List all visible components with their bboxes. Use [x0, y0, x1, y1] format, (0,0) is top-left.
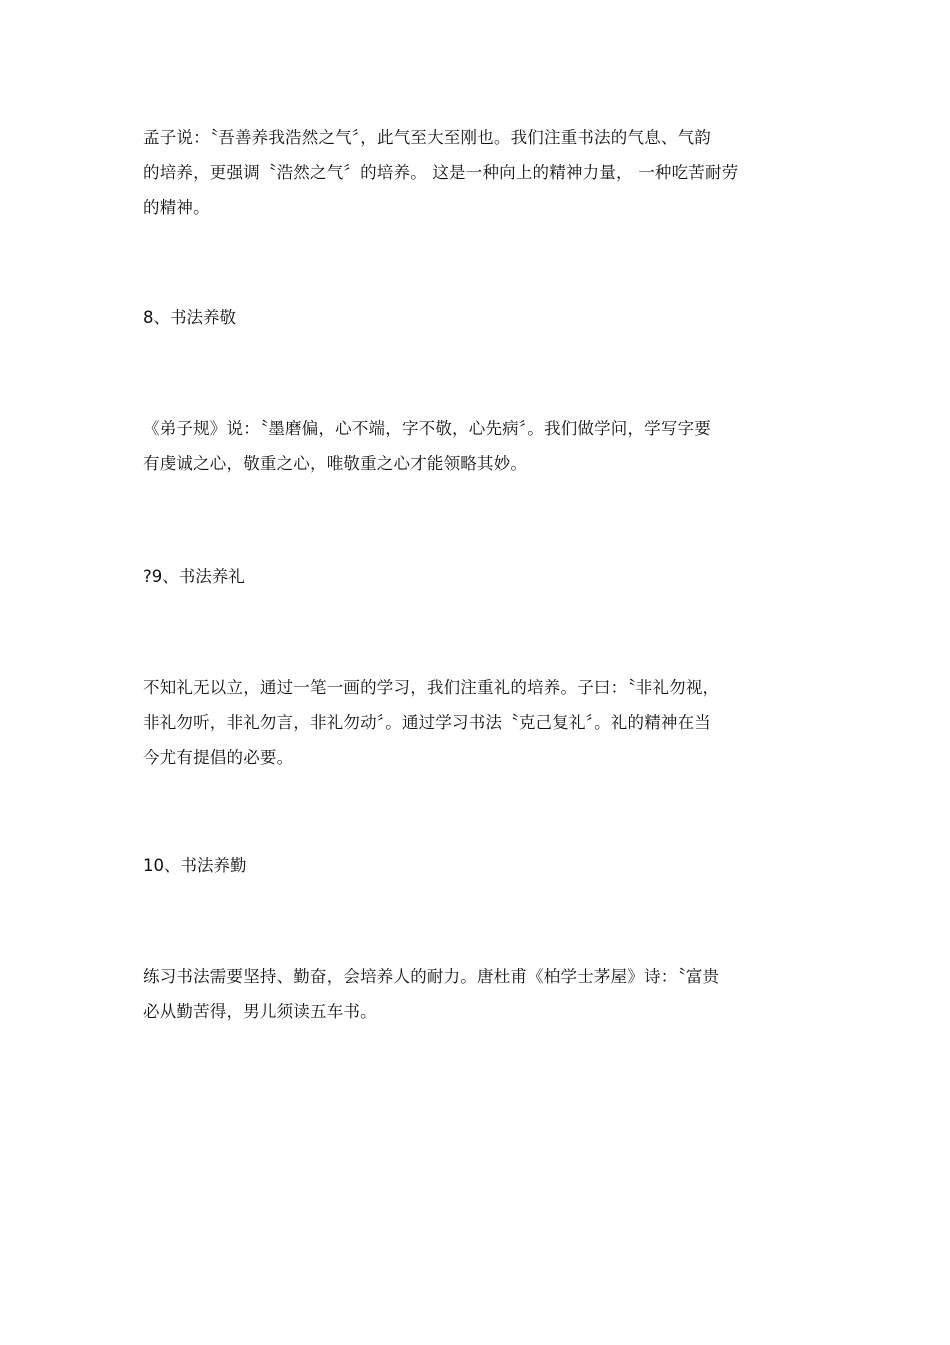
paragraph-line: 非礼勿听，非礼勿言，非礼勿动〞。通过学习书法〝克己复礼〞。礼的精神在当 — [143, 713, 711, 732]
paragraph-line: 有虔诚之心，敬重之心，唯敬重之心才能领略其妙。 — [143, 454, 528, 473]
paragraph-line: 的培养，更强调〝浩然之气〞的培养。 这是一种向上的精神力量， 一种吃苦耐劳 — [143, 163, 739, 182]
section-heading-9: ?9、书法养礼 — [143, 567, 245, 586]
paragraph-line: 今尤有提倡的必要。 — [143, 748, 294, 767]
section-heading-10: 10、书法养勤 — [143, 856, 247, 875]
paragraph-line: 《弟子规》说：〝墨磨偏，心不端，字不敬，心先病〞。我们做学问，学写字要 — [143, 419, 711, 438]
paragraph-qin — [143, 959, 823, 1029]
paragraph-li — [143, 670, 823, 775]
section-heading-8: 8、书法养敬 — [143, 308, 236, 327]
paragraph-haoran-zhiqi — [143, 120, 823, 225]
paragraph-line: 不知礼无以立，通过一笔一画的学习，我们注重礼的培养。子曰：〝非礼勿视， — [143, 678, 720, 697]
paragraph-dizigui — [143, 411, 823, 481]
paragraph-line: 必从勤苦得，男儿须读五车书。 — [143, 1002, 377, 1021]
paragraph-line: 孟子说：〝吾善养我浩然之气〞，此气至大至刚也。我们注重书法的气息、气韵 — [143, 128, 711, 147]
paragraph-line: 的精神。 — [143, 198, 210, 217]
paragraph-line: 练习书法需要坚持、勤奋，会培养人的耐力。唐杜甫《柏学士茅屋》诗：〝富贵 — [143, 967, 720, 986]
